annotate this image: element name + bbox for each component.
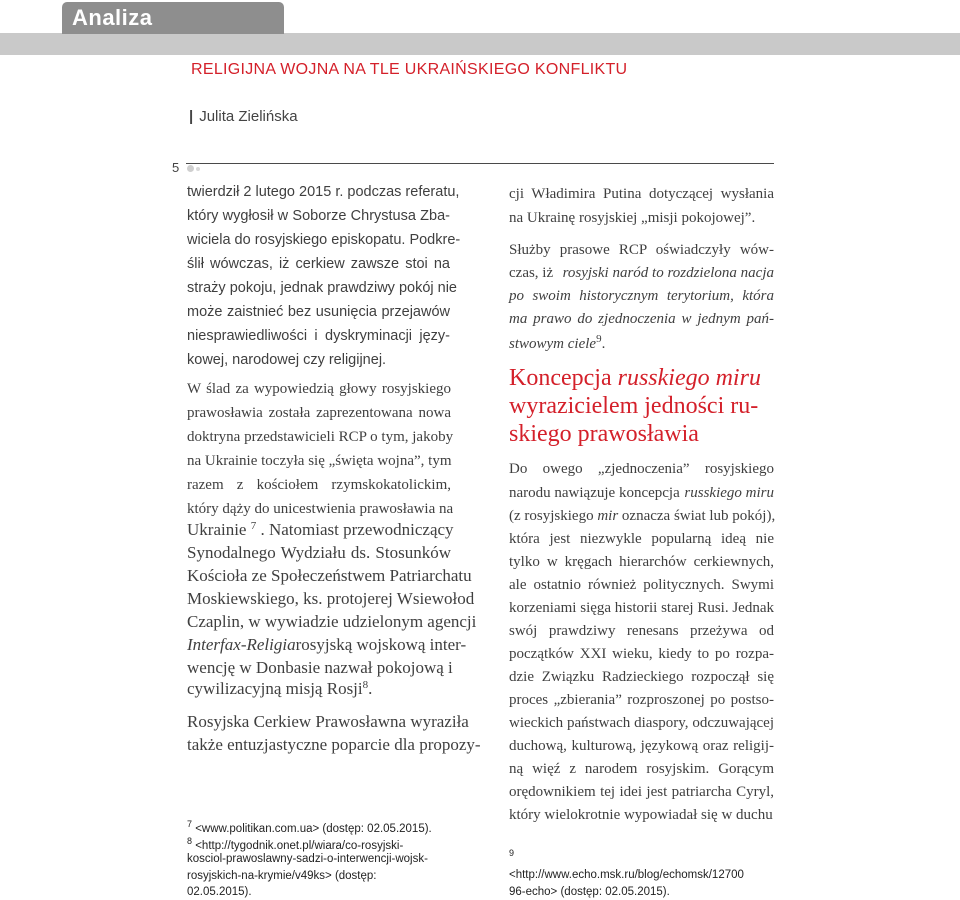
right-p3-line-2	[509, 485, 774, 502]
left-p2b-line: Moskiewskiego, ks. protojerej Wsiewołod	[187, 589, 475, 608]
footnote-ref-9: 9	[596, 333, 602, 345]
subheading-plain: Koncepcja	[509, 365, 612, 391]
left-p3-line: także entuzjastyczne poparcie dla propozy-	[187, 735, 481, 754]
section-tab	[62, 2, 284, 34]
left-p2-word: Ukrainie	[187, 520, 247, 539]
left-p2-line: doktryna przedstawicieli RCP o tym, jakoby	[187, 429, 454, 445]
right-p3-italic: russkiego miru	[684, 485, 774, 501]
right-p3-line: swój prawdziwy renesans przeżywa od	[509, 623, 774, 639]
left-p2-ref-line	[187, 520, 454, 540]
footnote-8-line: 02.05.2015).	[187, 886, 252, 898]
left-p1-line: który wygłosił w Soborze Chrystusa Zba-	[187, 208, 450, 224]
subheading-line-2: wyrazicielem jedności ru-	[509, 393, 759, 419]
right-p3-plain: narodu nawiązuje koncepcja	[509, 485, 680, 501]
header-rule	[186, 163, 774, 164]
right-p3-b: oznacza świat lub pokój),	[621, 508, 776, 524]
footnote-7-text: <www.politikan.com.ua> (dostęp: 02.05.2015).	[195, 823, 432, 835]
left-p1-line: straży pokoju, jednak prawdziwy pokój nie	[187, 280, 457, 296]
left-p1-line: ślił wówczas, iż cerkiew zawsze stoi na	[187, 256, 450, 272]
footnote-7	[187, 819, 432, 835]
author-line	[189, 108, 298, 125]
footnote-7-num: 7	[187, 819, 193, 829]
section-tab-label: Analiza	[72, 5, 153, 30]
interfax-rest: rosyjską wojskową inter-	[295, 635, 467, 654]
left-p2-rest: . Natomiast przewodniczący	[260, 520, 454, 539]
subheading-line-3: skiego prawosławia	[509, 421, 699, 447]
right-p1-line: na Ukrainę rosyjskiej „misji pokojowej”.	[509, 210, 756, 226]
right-p2-italic-line: po swoim historycznym terytorium, która	[509, 288, 774, 304]
right-p3-line: początków XXI wieku, kiedy to po rozpa-	[509, 646, 774, 662]
left-p2b-line: Kościoła ze Społeczeństwem Patriarchatu	[187, 566, 472, 585]
right-p3-line: ną więź z narodem rosyjskim. Gorącym	[509, 761, 774, 777]
subheading-italic: russkiego miru	[617, 365, 761, 391]
right-p2-mixed-line	[509, 265, 774, 282]
left-p2-line: W ślad za wypowiedzią głowy rosyjskiego	[187, 381, 451, 397]
right-p3-line: która jest niezwykle popularną ideą nie	[509, 531, 774, 547]
left-p1-line: niesprawiedliwości i dyskryminacji języ-	[187, 328, 450, 344]
left-p2b-line: Czaplin, w wywiadzie udzielonym agencji	[187, 612, 477, 631]
right-p3-mir: mir	[597, 508, 619, 524]
footnote-8-num: 8	[187, 836, 193, 846]
footnote-8-line: kosciol-prawoslawny-sadzi-o-interwencji-wojsk-	[187, 853, 428, 865]
decor-dot-small	[196, 167, 200, 171]
right-p3-line: korzeniami sięga historii starej Rusi. Jednak	[509, 600, 774, 616]
right-p2-period: .	[601, 336, 606, 352]
left-p1-line: wiciela do rosyjskiego episkopatu. Podkre-	[187, 232, 461, 248]
left-p1-line: twierdził 2 lutego 2015 r. podczas referatu,	[187, 184, 460, 200]
article-title: RELIGIJNA WOJNA NA TLE UKRAIŃSKIEGO KONFLIKTU	[191, 61, 628, 78]
right-p3-a: (z rosyjskiego	[509, 508, 594, 524]
right-p2-line: Służby prasowe RCP oświadczyły wów-	[509, 242, 774, 258]
left-p2-period: .	[368, 679, 373, 698]
footnote-8-line: rosyjskich-na-krymie/v49ks> (dostęp:	[187, 870, 377, 882]
left-p2-last: cywilizacyjną misją Rosji	[187, 679, 363, 698]
left-p1-line: może zaistnieć bez usunięcia przejawów	[187, 304, 450, 320]
footnote-9-line: <http://www.echo.msk.ru/blog/echomsk/12700	[509, 869, 744, 881]
right-p3-line: orędownikiem tej idei jest patriarcha Cyryl,	[509, 784, 774, 800]
footnote-8	[187, 836, 403, 852]
right-p3-line: ale ostatnio również politycznych. Swymi	[509, 577, 774, 593]
subheading-line-1	[509, 366, 761, 390]
header-strip	[0, 33, 960, 55]
left-interfax-line	[187, 635, 467, 655]
footnote-8-line: <http://tygodnik.onet.pl/wiara/co-rosyjski-	[195, 840, 404, 852]
right-p3-line-3	[509, 508, 775, 525]
right-p2-last-line	[509, 333, 605, 353]
right-p1-line: cji Władimira Putina dotyczącej wysłania	[509, 186, 774, 202]
left-p2-line: prawosławia została zaprezentowana nowa	[187, 405, 451, 421]
decor-dot	[187, 165, 194, 172]
right-p3-line: proces „zbierania” rozproszonej po postso-	[509, 692, 774, 708]
left-p1-line: kowej, narodowej czy religijnej.	[187, 352, 387, 368]
left-p2-line: na Ukrainie toczyła się „święta wojna”, tym	[187, 453, 452, 469]
author-bar: |	[189, 108, 194, 125]
right-p3-line: duchową, kulturową, językową oraz religij-	[509, 738, 774, 754]
right-p3-line: który wielokrotnie wypowiadał się w duchu	[509, 807, 773, 823]
right-p2-italic-line: ma prawo do zjednoczenia w jednym pań-	[509, 311, 774, 327]
right-p2-italic: rosyjski naród to rozdzielona nacja	[562, 265, 774, 281]
footnote-9-num: 9	[509, 848, 515, 858]
page-number: 5	[172, 160, 180, 175]
right-p3-line: tylko w kręgach hierarchów cerkiewnych,	[509, 554, 774, 570]
author-name: Julita Zielińska	[199, 108, 298, 125]
right-p3-line: Do owego „zjednoczenia” rosyjskiego	[509, 461, 774, 477]
left-p2b-line: Synodalnego Wydziału ds. Stosunków	[187, 543, 451, 562]
interfax-italic: Interfax-Religia	[187, 635, 296, 654]
left-p2-line: razem z kościołem rzymskokatolickim,	[187, 477, 451, 493]
footnote-ref-8: 8	[362, 679, 369, 691]
right-p3-line: wieckich państwach diaspory, odczuwającej	[509, 715, 774, 731]
right-p2-plain: czas, iż	[509, 265, 554, 281]
left-p2-line: który dąży do unicestwienia prawosławia na	[187, 501, 454, 517]
right-p2-last-italic: stwowym ciele	[509, 336, 597, 352]
left-p2c-line: wencję w Donbasie nazwał pokojową i	[187, 658, 453, 677]
right-p3-line: dzie Związku Radzieckiego rozpoczął się	[509, 669, 774, 685]
left-p2-last-line	[187, 679, 372, 699]
footnote-9-line: 96-echo> (dostęp: 02.05.2015).	[509, 886, 670, 898]
left-p3-line: Rosyjska Cerkiew Prawosławna wyraziła	[187, 712, 469, 731]
footnote-ref-7: 7	[250, 520, 257, 532]
